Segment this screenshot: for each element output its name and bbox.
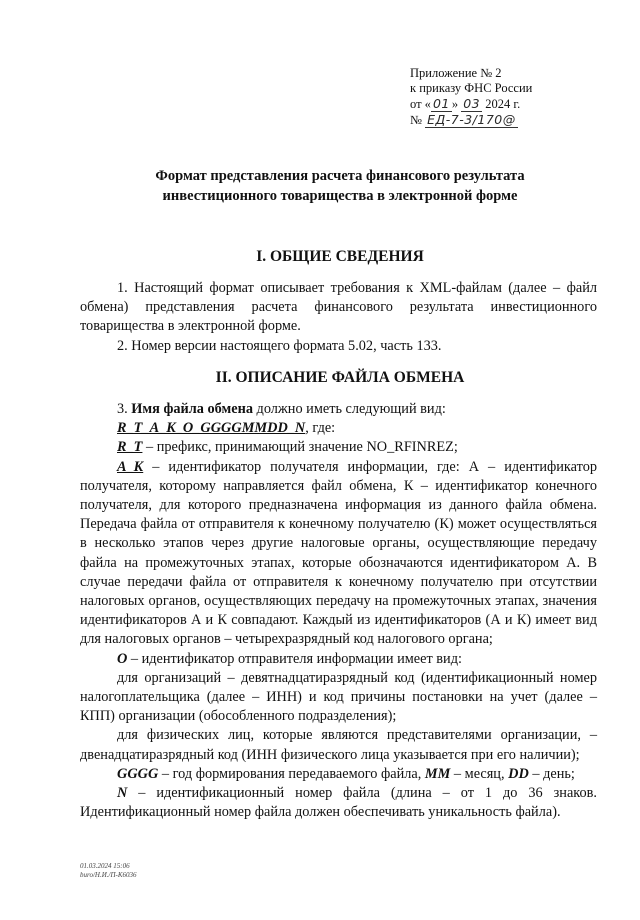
appendix-stamp bbox=[410, 66, 532, 128]
file-name-term: Имя файла обмена bbox=[131, 401, 253, 417]
individual-code: для физических лиц, которые являются представителями организации, – двенадцатиразрядный код (ИНН физического лица указывается при его наличии); bbox=[80, 727, 597, 763]
paragraph-3: 3. Имя файла обмена должно иметь следующий вид: bbox=[117, 401, 446, 417]
section-general-body bbox=[80, 279, 597, 356]
order-number: № ЕД-7-3/170@ bbox=[410, 112, 516, 127]
appendix-line: Приложение № 2 bbox=[410, 66, 502, 80]
order-number-value: ЕД-7-3/170@ bbox=[427, 112, 516, 127]
date-definition: GGGG – год формирования передаваемого файла, MM – месяц, DD – день; bbox=[117, 765, 575, 782]
date-day: 01 bbox=[432, 96, 450, 111]
section-heading-general: I. ОБЩИЕ СВЕДЕНИЯ bbox=[256, 248, 424, 265]
print-footer: 01.03.2024 15:06 buro/Н.И./П-К6036 bbox=[80, 862, 137, 879]
section-heading-file: II. ОПИСАНИЕ ФАЙЛА ОБМЕНА bbox=[215, 369, 465, 386]
order-date: от « 01 » 03 2024 г. bbox=[410, 96, 521, 111]
date-month: 03 bbox=[463, 96, 481, 111]
id-number-definition: N – идентификационный номер файла (длина – от 1 до 36 знаков. Идентификационный номер файла должен обеспечивать уникальность файла). bbox=[80, 785, 597, 821]
paragraph-1: 1. Настоящий формат описывает требования к XML-файлам (далее – файл обмена) представления расчета финансового результата инвестиционного товарищества в электронной форме. bbox=[80, 280, 597, 335]
sender-definition: O – идентификатор отправителя информации имеет вид: bbox=[117, 650, 462, 667]
section-file-body bbox=[80, 400, 597, 822]
recipient-definition: A_K – идентификатор получателя информации, где: А – идентификатор получателя, которому направляется файл обмена, К – идентификатор конечного получателя, для которого предназначена информация из данного файла обмена. Передача файла от отправителя к конечному получателю (К) может осуществляться в несколько этапов через другие налоговые органы, осуществляющие передачу файла на промежуточных этапах, которые обозначаются идентификатором А. В случае передачи файла от отправителя к конечному получателю при отсутствии налоговых органов, осуществляющих передачу на промежуточных этапах, значения идентификаторов А и К совпадают. Каждый из идентификаторов (А и К) имеет вид для налоговых органов – четырехразрядный код налогового органа; bbox=[80, 458, 597, 648]
order-line: к приказу ФНС России bbox=[410, 81, 533, 95]
prefix-definition: R_T – префикс, принимающий значение NO_RFINREZ; bbox=[117, 439, 458, 456]
paragraph-2: 2. Номер версии настоящего формата 5.02, часть 133. bbox=[117, 337, 442, 354]
file-name-pattern: R_T_A_K_O_GGGGMMDD_N, где: bbox=[117, 420, 336, 437]
document-title: Формат представления расчета финансового результата инвестиционного товарищества в электронной форме bbox=[155, 168, 525, 204]
organization-code: для организаций – девятнадцатиразрядный код (идентификационный номер налогоплательщика (далее – ИНН) и код причины постановки на учет (далее – КПП) организации (обособленного подразделения); bbox=[80, 669, 597, 725]
